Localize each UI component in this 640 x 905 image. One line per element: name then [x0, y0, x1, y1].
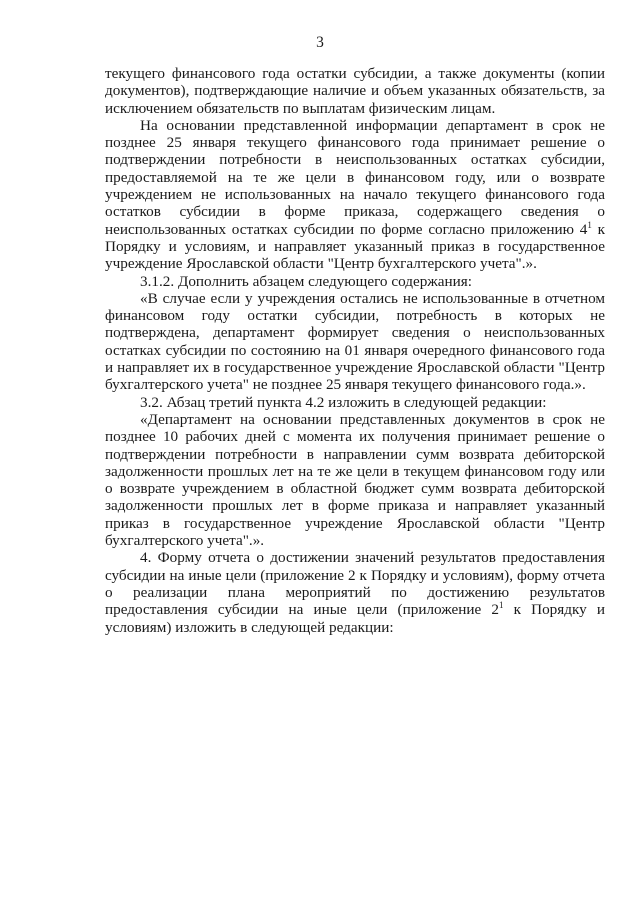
paragraph-quoted-revision: «Департамент на основании представленных документов в срок не позднее 10 рабочих дней с момента их получения принимает решение о подтверждении потребности в направлении сумм возврата дебиторской задолженности прошлых лет на те же цели в текущем финансовом году или о возврате учреждением в областной бюджет сумм возврата дебиторской задолженности прошлых лет в форме приказа и направляет указанный приказ в государственное учреждение Ярославской области "Центр бухгалтерского учета".». — [105, 410, 605, 550]
page-number: 3 — [316, 34, 324, 51]
paragraph-item-3-2: 3.2. Абзац третий пункта 4.2 изложить в следующей редакции: — [140, 393, 547, 411]
superscript: 1 — [587, 219, 592, 230]
paragraph-text: к Порядку и условиям) изложить в следующей редакции: — [105, 601, 605, 636]
paragraph-department-decision — [105, 117, 605, 273]
paragraph-item-4 — [105, 549, 605, 635]
paragraph-continuation: текущего финансового года остатки субсидии, а также документы (копии документов), подтверждающие наличие и объем указанных обязательств, за исключением обязательств по выплатам физическим лицам. — [105, 65, 605, 117]
paragraph-text: На основании представленной информации департамент в срок не позднее 25 января текущего финансового года принимает решение о подтверждении потребности в неиспользованных остатках субсидии, предоставляемой на те же цели в финансовом году, или о возврате учреждением не использованных на начало текущего финансового года остатков субсидии в форме приказа, содержащего сведения о неиспользованных остатках субсидии по форме согласно приложению 4 — [105, 116, 605, 238]
paragraph-item-3-1-2: 3.1.2. Дополнить абзацем следующего содержания: — [140, 272, 472, 290]
paragraph-quoted-addition: «В случае если у учреждения остались не использованные в отчетном финансовом году остатки субсидии, потребность в которых не подтверждена, департамент формирует сведения о неиспользованных остатках субсидии по состоянию на 01 января очередного финансового года и направляет их в государственное учреждение Ярославской области "Центр бухгалтерского учета" не позднее 25 января текущего финансового года.». — [105, 289, 605, 394]
superscript: 1 — [499, 600, 504, 611]
paragraph-text: к Порядку и условиям, и направляет указанный приказ в государственное учреждение Ярославской области "Центр бухгалтерского учета".». — [105, 220, 605, 273]
paragraph-text: 4. Форму отчета о достижении значений результатов предоставления субсидии на иные цели (приложение 2 к Порядку и условиям), форму отчета о реализации плана мероприятий по достижению результатов предоставления субсидии на иные цели (приложение 2 — [105, 549, 605, 619]
document-body — [105, 65, 605, 636]
